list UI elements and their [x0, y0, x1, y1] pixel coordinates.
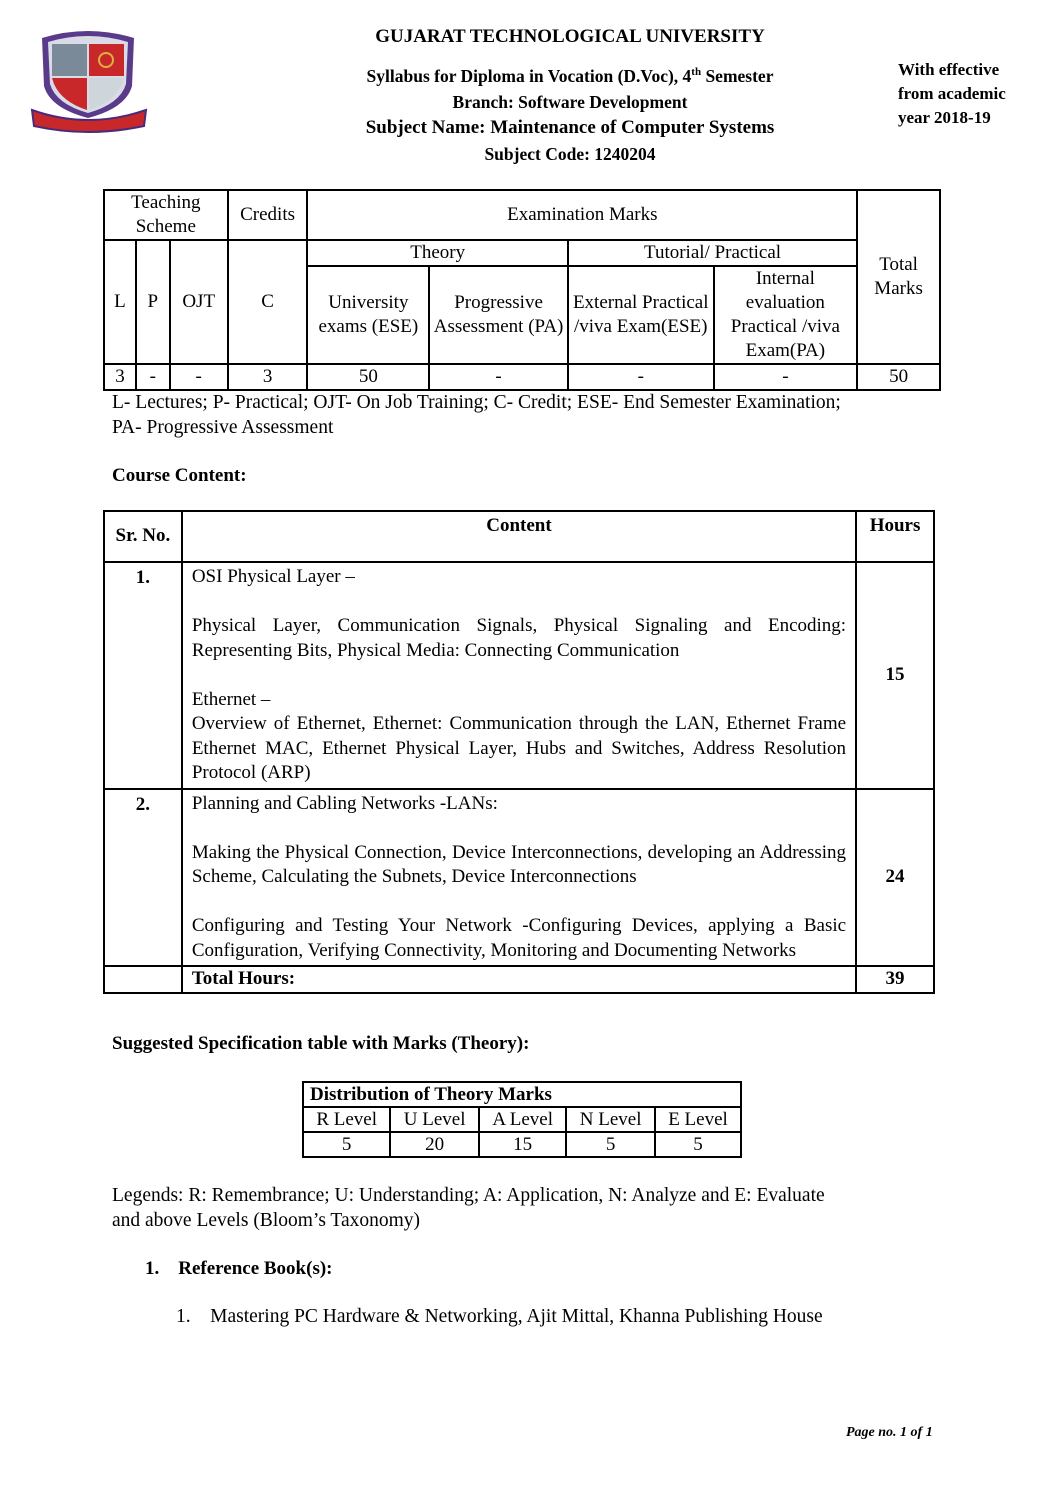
effective-line: year 2018-19: [898, 108, 991, 127]
course-content-title: Course Content:: [112, 465, 247, 486]
level-header: U Level: [390, 1107, 479, 1132]
col-ojt: OJT: [170, 240, 228, 364]
level-header: N Level: [566, 1107, 655, 1132]
gtu-shield-icon: [28, 26, 150, 134]
level-marks: 5: [566, 1132, 655, 1157]
effective-year: [898, 58, 1038, 130]
subject-code: Subject Code: 1240204: [484, 144, 656, 164]
col-p: P: [136, 240, 170, 364]
internal-evaluation-header: Internal evaluation Practical /viva Exam(PA): [714, 266, 858, 364]
content-paragraph: Configuring and Testing Your Network -Configuring Devices, applying a Basic Configuration, Verifying Connectivity, Monitoring and Documenting Networks: [191, 915, 847, 961]
reference-books-title: 1. Reference Book(s):: [145, 1258, 333, 1279]
credits-header: Credits: [228, 190, 308, 240]
abbreviation-line: PA- Progressive Assessment: [112, 417, 334, 438]
level-header: E Level: [655, 1107, 741, 1132]
sr-no: 1.: [104, 562, 182, 789]
progressive-assessment-header: Progressive Assessment (PA): [429, 266, 568, 364]
superscript: th: [691, 66, 702, 79]
theory-header: Theory: [307, 240, 567, 266]
content-paragraph: Making the Physical Connection, Device Interconnections, developing an Addressing Scheme, Calculating the Subnets, Device Interconnections: [191, 841, 847, 887]
branch: Branch: Software Development: [452, 92, 688, 112]
total-hours-label: Total Hours:: [182, 966, 856, 993]
distribution-header: Distribution of Theory Marks: [303, 1082, 741, 1107]
total-hours-value: 39: [856, 966, 934, 993]
sr-no: 2.: [104, 789, 182, 967]
level-marks: 20: [390, 1132, 479, 1157]
legend-line: Legends: R: Remembrance; U: Understanding; A: Application, N: Analyze and E: Evaluate: [112, 1185, 825, 1206]
table-row: [104, 789, 934, 967]
tutorial-practical-header: Tutorial/ Practical: [568, 240, 857, 266]
value-total: 50: [857, 364, 940, 390]
level-header: A Level: [479, 1107, 566, 1132]
total-row: [104, 966, 934, 993]
teaching-scheme-table: [103, 189, 941, 391]
content-paragraph: Physical Layer, Communication Signals, Physical Signaling and Encoding: Representing Bits, Physical Media: Connecting Communication: [191, 615, 847, 661]
content-paragraph: Overview of Ethernet, Ethernet: Communication through the LAN, Ethernet Frame Ethernet MAC, Ethernet Physical Layer, Hubs and Switches, Address Resolution Protocol (ARP): [191, 713, 847, 783]
value-p: -: [136, 364, 170, 390]
value-c: 3: [228, 364, 308, 390]
subject-name: Subject Name: Maintenance of Computer Systems: [365, 117, 775, 138]
hours-value: 15: [856, 562, 934, 789]
value-external: -: [568, 364, 714, 390]
total-marks-header: Total Marks: [857, 190, 940, 364]
spec-table-title: Suggested Specification table with Marks (Theory):: [112, 1033, 530, 1054]
teaching-scheme-header: Teaching Scheme: [104, 190, 228, 240]
empty-cell: [104, 966, 182, 993]
bloom-legend: [112, 1183, 912, 1233]
content-paragraph: OSI Physical Layer –: [191, 566, 355, 587]
effective-line: With effective: [898, 60, 1000, 79]
theory-marks-distribution-table: [302, 1081, 742, 1158]
level-marks: 5: [303, 1132, 390, 1157]
syllabus-title: [250, 66, 890, 87]
syllabus-title-suffix: Semester: [701, 66, 774, 86]
examination-marks-header: Examination Marks: [307, 190, 857, 240]
sr-no-header: Sr. No.: [104, 511, 182, 562]
abbreviation-line: L- Lectures; P- Practical; OJT- On Job Training; C- Credit; ESE- End Semester Examination;: [112, 392, 841, 413]
syllabus-title-text: Syllabus for Diploma in Vocation (D.Voc), 4: [366, 66, 692, 86]
university-name: GUJARAT TECHNOLOGICAL UNIVERSITY: [375, 26, 765, 47]
level-marks: 5: [655, 1132, 741, 1157]
value-internal: -: [714, 364, 858, 390]
value-l: 3: [104, 364, 136, 390]
value-ojt: -: [170, 364, 228, 390]
abbreviation-note: [112, 390, 932, 440]
content-header: Content: [182, 511, 856, 562]
hours-value: 24: [856, 789, 934, 967]
content-paragraph: Ethernet –: [191, 688, 271, 710]
page-number: Page no. 1 of 1: [846, 1425, 933, 1440]
legend-line: and above Levels (Bloom’s Taxonomy): [112, 1210, 421, 1231]
col-l: L: [104, 240, 136, 364]
course-content-table: [103, 510, 935, 994]
effective-line: from academic: [898, 84, 1006, 103]
university-exams-header: University exams (ESE): [307, 266, 429, 364]
content-cell: [182, 562, 856, 789]
level-marks: 15: [479, 1132, 566, 1157]
content-cell: [182, 789, 856, 967]
university-logo: [28, 26, 150, 134]
table-row: [104, 562, 934, 789]
level-header: R Level: [303, 1107, 390, 1132]
value-ese: 50: [307, 364, 429, 390]
content-paragraph: Planning and Cabling Networks -LANs:: [191, 792, 498, 814]
col-c: C: [228, 240, 308, 364]
value-pa: -: [429, 364, 568, 390]
external-practical-header: External Practical /viva Exam(ESE): [568, 266, 714, 364]
hours-header: Hours: [856, 511, 934, 562]
reference-book-item: 1. Mastering PC Hardware & Networking, Ajit Mittal, Khanna Publishing House: [176, 1306, 823, 1327]
